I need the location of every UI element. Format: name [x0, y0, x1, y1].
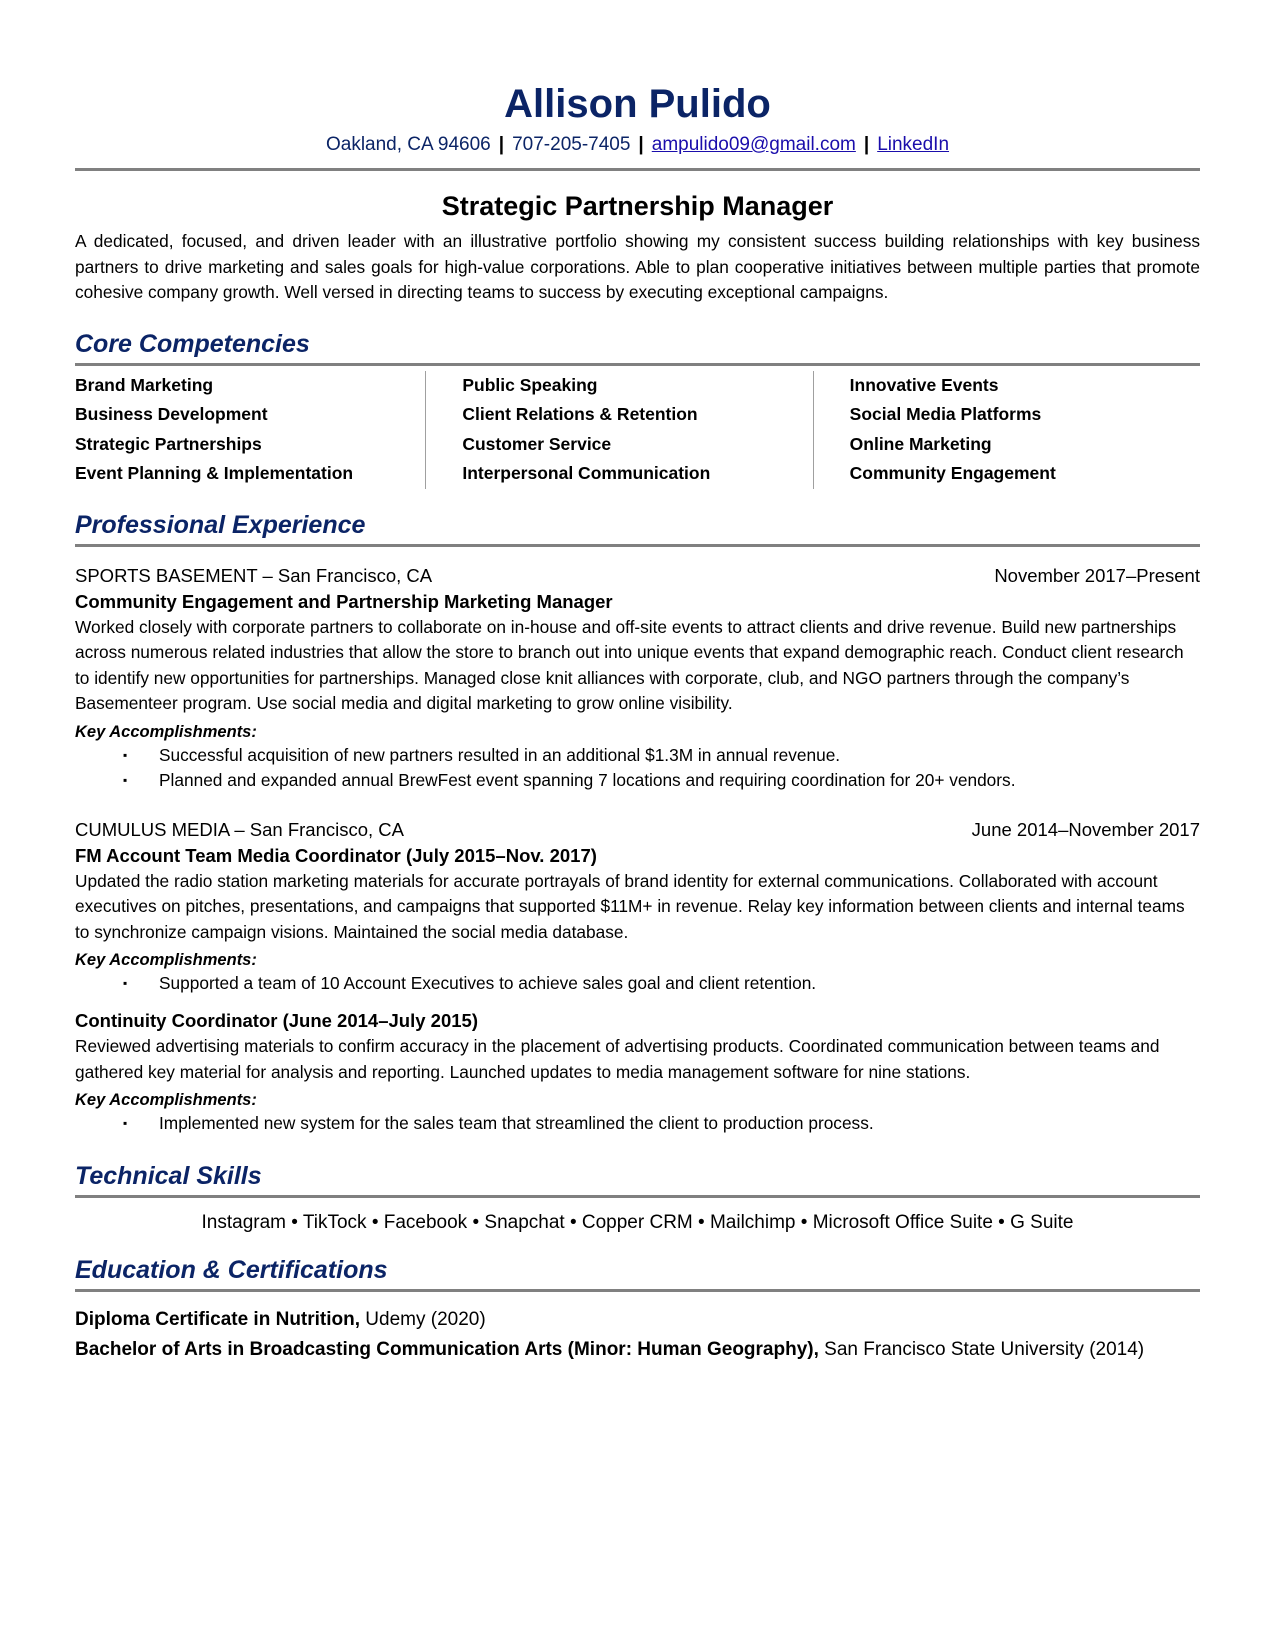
job-description: Worked closely with corporate partners to collaborate on in-house and off-site events to attract clients and drive revenue. Build new partnerships across numerous related industries that allow the store to branch out into unique events that expand demographic reach. Conduct client research to identify new opportunities for partnerships. Managed close knit alliances with corporate, club, and NGO partners through the company’s Basementeer program. Use social media and digital marketing to grow online visibility. [75, 616, 1184, 713]
list-item [75, 743, 1200, 768]
job-entry [75, 817, 1200, 1137]
location-text: Oakland, CA 94606 [325, 134, 491, 155]
accomplishments-list [75, 743, 1200, 793]
separator: | [863, 134, 870, 155]
education-credential: Diploma Certificate in Nutrition, [75, 1309, 361, 1330]
section-title-education: Education & Certifications [75, 1256, 388, 1284]
section-divider [75, 544, 1200, 547]
job-description: Reviewed advertising materials to confirm accuracy in the placement of advertising products. Coordinated communication between teams and gathered key material for analysis and reporting. Launched updates to media management software for nine stations. [75, 1036, 1160, 1082]
job-entry [75, 563, 1200, 793]
section-divider [75, 1289, 1200, 1292]
summary-paragraph: A dedicated, focused, and driven leader with an illustrative portfolio showing my consistent success building relationships with key business partners to drive marketing and sales goals for high-value corporations. Able to plan cooperative initiatives between multiple parties that promote cohesive company growth. Well versed in directing teams to success by executing exceptional campaigns. [75, 231, 1200, 302]
job-company: CUMULUS MEDIA – San Francisco, CA [75, 818, 404, 840]
job-role-title: Continuity Coordinator (June 2014–July 2015) [75, 1010, 478, 1031]
job-description: Updated the radio station marketing materials for accurate portrayals of brand identity for external communications. Collaborated with account executives on pitches, presentations, and campaigns that supported $11M+ in revenue. Relay key information between clients and internal teams to synchronize campaign visions. Maintained the social media database. [75, 870, 1185, 942]
candidate-name: Allison Pulido [504, 82, 771, 126]
bullet-icon: ▪ [123, 747, 128, 762]
section-title-competencies: Core Competencies [75, 329, 310, 358]
list-item [75, 1111, 1200, 1136]
competency-item: Social Media Platforms [849, 404, 1042, 424]
job-header [75, 563, 1200, 589]
headline: Strategic Partnership Manager [441, 191, 834, 221]
competency-item: Interpersonal Communication [462, 463, 711, 483]
job-dates: November 2017–Present [994, 564, 1200, 586]
skills-list: Instagram • TikTock • Facebook • Snapchat • Copper CRM • Mailchimp • Microsoft Office Suite • G Suite [201, 1212, 1074, 1233]
competency-item: Strategic Partnerships [75, 433, 262, 454]
email-link[interactable]: ampulido09@gmail.com [651, 134, 856, 155]
education-institution: San Francisco State University (2014) [818, 1339, 1145, 1360]
competencies-grid [75, 371, 1200, 489]
header-divider [75, 168, 1200, 171]
education-institution: Udemy (2020) [360, 1309, 486, 1330]
competency-item: Business Development [75, 404, 268, 424]
bullet-icon: ▪ [123, 1116, 128, 1130]
accomplishment-text: Implemented new system for the sales team that streamlined the client to production process. [159, 1113, 874, 1133]
education-item [75, 1306, 1200, 1334]
contact-line [75, 132, 1200, 158]
job-role-title: Community Engagement and Partnership Marketing Manager [75, 590, 613, 612]
education-credential: Bachelor of Arts in Broadcasting Communication Arts (Minor: Human Geography), [75, 1339, 819, 1360]
list-item [75, 768, 1200, 793]
linkedin-link[interactable]: LinkedIn [877, 134, 950, 155]
key-accomplishments-label: Key Accomplishments: [75, 951, 257, 969]
competencies-column [75, 371, 425, 489]
competencies-column [814, 371, 1200, 489]
bullet-icon: ▪ [123, 976, 128, 990]
competency-item: Brand Marketing [75, 374, 214, 395]
section-title-skills: Technical Skills [75, 1162, 262, 1190]
competencies-column [425, 371, 813, 489]
competency-item: Public Speaking [462, 374, 598, 395]
key-accomplishments-label: Key Accomplishments: [75, 1091, 257, 1109]
job-dates: June 2014–November 2017 [971, 818, 1200, 840]
section-divider [75, 363, 1200, 366]
accomplishment-text: Planned and expanded annual BrewFest event spanning 7 locations and requiring coordination for 20+ vendors. [159, 769, 1016, 790]
phone-text: 707-205-7405 [512, 134, 631, 155]
separator: | [638, 134, 644, 155]
competency-item: Community Engagement [849, 463, 1056, 483]
job-header [75, 817, 1200, 843]
bullet-icon: ▪ [123, 772, 128, 787]
job-company: SPORTS BASEMENT – San Francisco, CA [75, 564, 433, 586]
list-item [75, 971, 1200, 996]
accomplishment-text: Successful acquisition of new partners resulted in an additional $1.3M in annual revenue. [159, 744, 841, 765]
separator: | [498, 134, 505, 155]
competency-item: Innovative Events [849, 374, 999, 395]
competency-item: Event Planning & Implementation [75, 463, 354, 483]
section-title-experience: Professional Experience [75, 510, 366, 539]
competency-item: Client Relations & Retention [462, 404, 698, 424]
competency-item: Customer Service [462, 433, 612, 454]
accomplishment-text: Supported a team of 10 Account Executives to achieve sales goal and client retention. [159, 973, 817, 993]
competency-item: Online Marketing [849, 433, 992, 454]
education-list [75, 1306, 1200, 1364]
education-item [75, 1336, 1200, 1364]
job-role-title: FM Account Team Media Coordinator (July 2015–Nov. 2017) [75, 844, 597, 866]
section-divider [75, 1195, 1200, 1198]
key-accomplishments-label: Key Accomplishments: [75, 722, 257, 741]
resume-page [75, 0, 1200, 1364]
accomplishments-list [75, 1111, 1200, 1136]
accomplishments-list [75, 971, 1200, 996]
